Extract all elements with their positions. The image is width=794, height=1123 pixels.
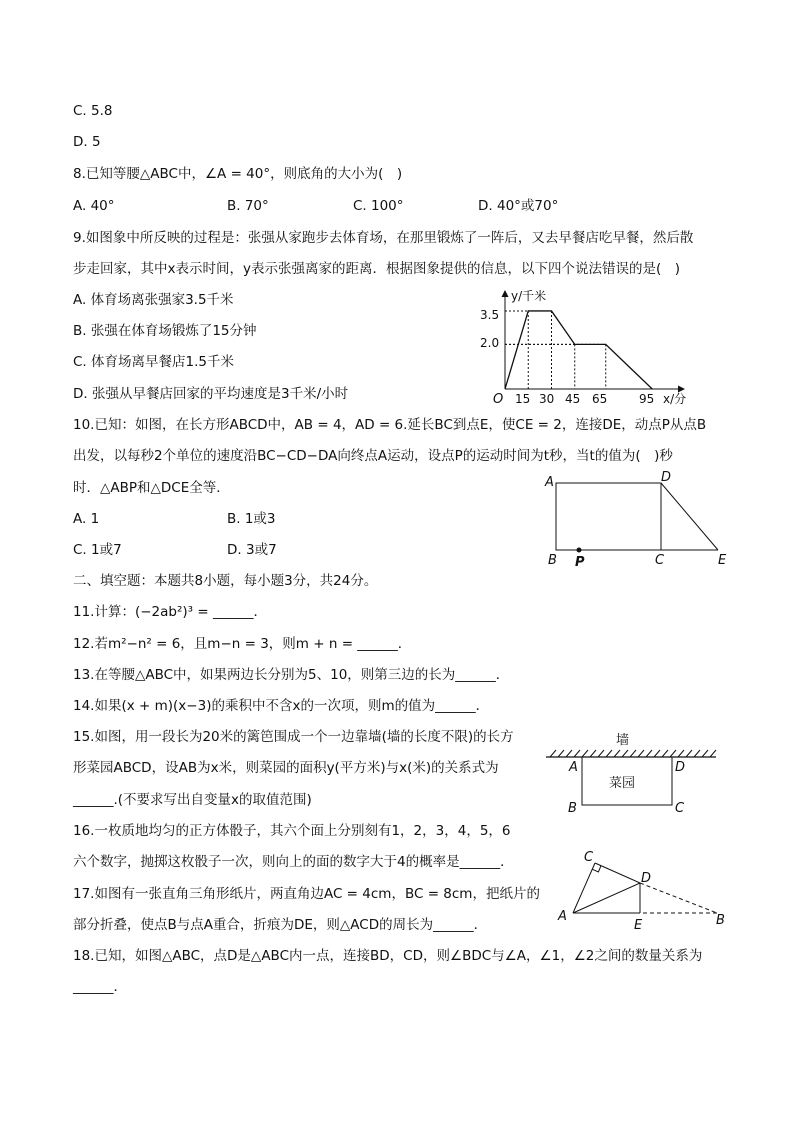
q16-line-2: 六个数字，抛掷这枚骰子一次，则向上的面的数字大于4的概率是______．: [73, 854, 514, 870]
wall-hatch-stroke: [670, 750, 676, 757]
tri-label-a: A: [558, 909, 567, 924]
q15-line-1: 15.如图，用一段长为20米的篱笆围成一个一边靠墙(墙的长度不限)的长方: [73, 729, 514, 745]
q9-option-a: A. 体育场离张强家3.5千米: [73, 292, 234, 308]
garden-label-b: B: [568, 801, 577, 816]
wall-hatch-stroke: [558, 750, 564, 757]
wall-hatch-stroke: [550, 750, 556, 757]
wall-hatch-stroke: [598, 750, 604, 757]
q8-stem: 8.已知等腰△ABC中，∠A = 40°，则底角的大小为( ): [73, 166, 403, 182]
wall-hatch-stroke: [606, 750, 612, 757]
graph-xtick-30: 30: [539, 392, 555, 406]
wall-hatch-stroke: [646, 750, 652, 757]
graph-y-label: y/千米: [511, 289, 547, 303]
q10-stem-line-1: 10.已知：如图，在长方形ABCD中，AB = 4，AD = 6.延长BC到点E，使CE = 2，连接DE，动点P从点B: [73, 417, 707, 433]
graph-x-label: x/分: [663, 392, 687, 406]
section-2-title: 二、填空题：本题共8小题，每小题3分，共24分。: [73, 573, 378, 589]
segment-ac: [573, 863, 595, 913]
garden-figure: [542, 728, 722, 816]
segment-db-dashed: [640, 883, 717, 913]
q12: 12.若m²−n² = 6，且m−n = 3，则m + n = ______．: [73, 636, 412, 652]
wall-hatch-stroke: [678, 750, 684, 757]
q10-option-c: C. 1或7: [73, 542, 122, 558]
wall-hatch-stroke: [590, 750, 596, 757]
q14: 14.如果(x + m)(x−3)的乘积中不含x的一次项，则m的值为______．: [73, 698, 490, 714]
wall-hatch-stroke: [614, 750, 620, 757]
rect-label-a: A: [545, 475, 554, 490]
q15-line-2: 形菜园ABCD，设AB为x米，则菜园的面积y(平方米)与x(米)的关系式为: [73, 760, 499, 776]
q8-option-d: D. 40°或70°: [478, 198, 559, 214]
folded-triangle-figure: [555, 848, 735, 933]
wall-hatch-stroke: [694, 750, 700, 757]
q13: 13.在等腰△ABC中，如果两边长分别为5、10，则第三边的长为______．: [73, 667, 510, 683]
rect-label-p: P: [575, 555, 585, 570]
segment-de: [661, 483, 718, 550]
graph-xtick-65: 65: [592, 392, 608, 406]
wall-hatch-stroke: [622, 750, 628, 757]
q16-line-1: 16.一枚质地均匀的正方体骰子，其六个面上分别刻有1，2，3，4，5，6: [73, 823, 511, 839]
q10-option-b: B. 1或3: [227, 511, 276, 527]
garden-label: 菜园: [609, 776, 636, 791]
graph-ytick-2-0: 2.0: [480, 336, 500, 350]
q17-line-1: 17.如图有一张直角三角形纸片，两直角边AC = 4cm，BC = 8cm，把纸片的: [73, 886, 540, 902]
graph-xtick-95: 95: [639, 392, 655, 406]
rectangle-abcd-figure: [540, 468, 740, 573]
q8-option-b: B. 70°: [227, 198, 269, 214]
graph-ytick-3-5: 3.5: [480, 308, 500, 322]
q8-option-c: C. 100°: [353, 198, 404, 214]
q9-stem-line-1: 9.如图象中所反映的过程是：张强从家跑步去体育场，在那里锻炼了一阵后，又去早餐店吃早餐，然后散: [73, 230, 694, 246]
tri-label-c: C: [584, 850, 594, 865]
tri-label-d: D: [641, 871, 652, 886]
q8-option-a: A. 40°: [73, 198, 115, 214]
garden-label-c: C: [675, 801, 685, 816]
wall-hatch-stroke: [630, 750, 636, 757]
tri-label-e: E: [634, 918, 643, 933]
q10-option-d: D. 3或7: [227, 542, 277, 558]
wall-hatch-stroke: [654, 750, 660, 757]
q10-stem-line-2: 出发，以每秒2个单位的速度沿BC−CD−DA向终点A运动，设点P的运动时间为t秒，当t的值为( )秒: [73, 448, 673, 464]
q9-option-c: C. 体育场离早餐店1.5千米: [73, 354, 234, 370]
q9-option-d: D. 张强从早餐店回家的平均速度是3千米/小时: [73, 386, 349, 402]
q9-option-b: B. 张强在体育场锻炼了15分钟: [73, 323, 257, 339]
wall-hatch-stroke: [662, 750, 668, 757]
q18-line-2: ______．: [73, 979, 127, 995]
wall-hatch-stroke: [638, 750, 644, 757]
rect-label-d: D: [661, 470, 672, 485]
q15-line-3: ______.(不要求写出自变量x的取值范围): [73, 792, 312, 808]
wall-label: 墙: [616, 733, 630, 748]
q10-option-a: A. 1: [73, 511, 100, 527]
segment-ad: [573, 883, 640, 913]
graph-origin: O: [493, 392, 504, 407]
q7-option-d: D. 5: [73, 134, 101, 150]
q11: 11.计算：(−2ab²)³ = ______．: [73, 604, 267, 620]
rect-label-b: B: [548, 553, 557, 568]
distance-time-graph: [478, 283, 693, 408]
rectangle-abcd: [556, 483, 661, 550]
q17-line-2: 部分折叠，使点B与点A重合，折痕为DE，则△ACD的周长为______．: [73, 917, 488, 933]
wall-hatching: [550, 750, 716, 757]
segment-cd: [595, 863, 640, 883]
q18-line-1: 18.已知，如图△ABC，点D是△ABC内一点，连接BD，CD，则∠BDC与∠A，∠1，∠2之间的数量关系为: [73, 948, 703, 964]
garden-label-a: A: [569, 760, 578, 775]
wall-hatch-stroke: [710, 750, 716, 757]
graph-xtick-45: 45: [565, 392, 581, 406]
graph-distance-line: [505, 311, 652, 389]
rect-label-c: C: [655, 553, 665, 568]
wall-hatch-stroke: [686, 750, 692, 757]
y-axis-arrow: [502, 290, 509, 297]
q9-stem-line-2: 步走回家，其中x表示时间，y表示张强离家的距离．根据图象提供的信息，以下四个说法错误的是( ): [73, 261, 681, 277]
wall-hatch-stroke: [566, 750, 572, 757]
wall-hatch-stroke: [574, 750, 580, 757]
point-p: [577, 548, 582, 553]
garden-label-d: D: [675, 760, 686, 775]
wall-hatch-stroke: [582, 750, 588, 757]
graph-xtick-15: 15: [515, 392, 531, 406]
rect-label-e: E: [718, 553, 727, 568]
wall-hatch-stroke: [702, 750, 708, 757]
tri-label-b: B: [716, 913, 725, 928]
q7-option-c: C. 5.8: [73, 103, 113, 119]
q10-stem-line-3: 时．△ABP和△DCE全等．: [73, 480, 230, 496]
